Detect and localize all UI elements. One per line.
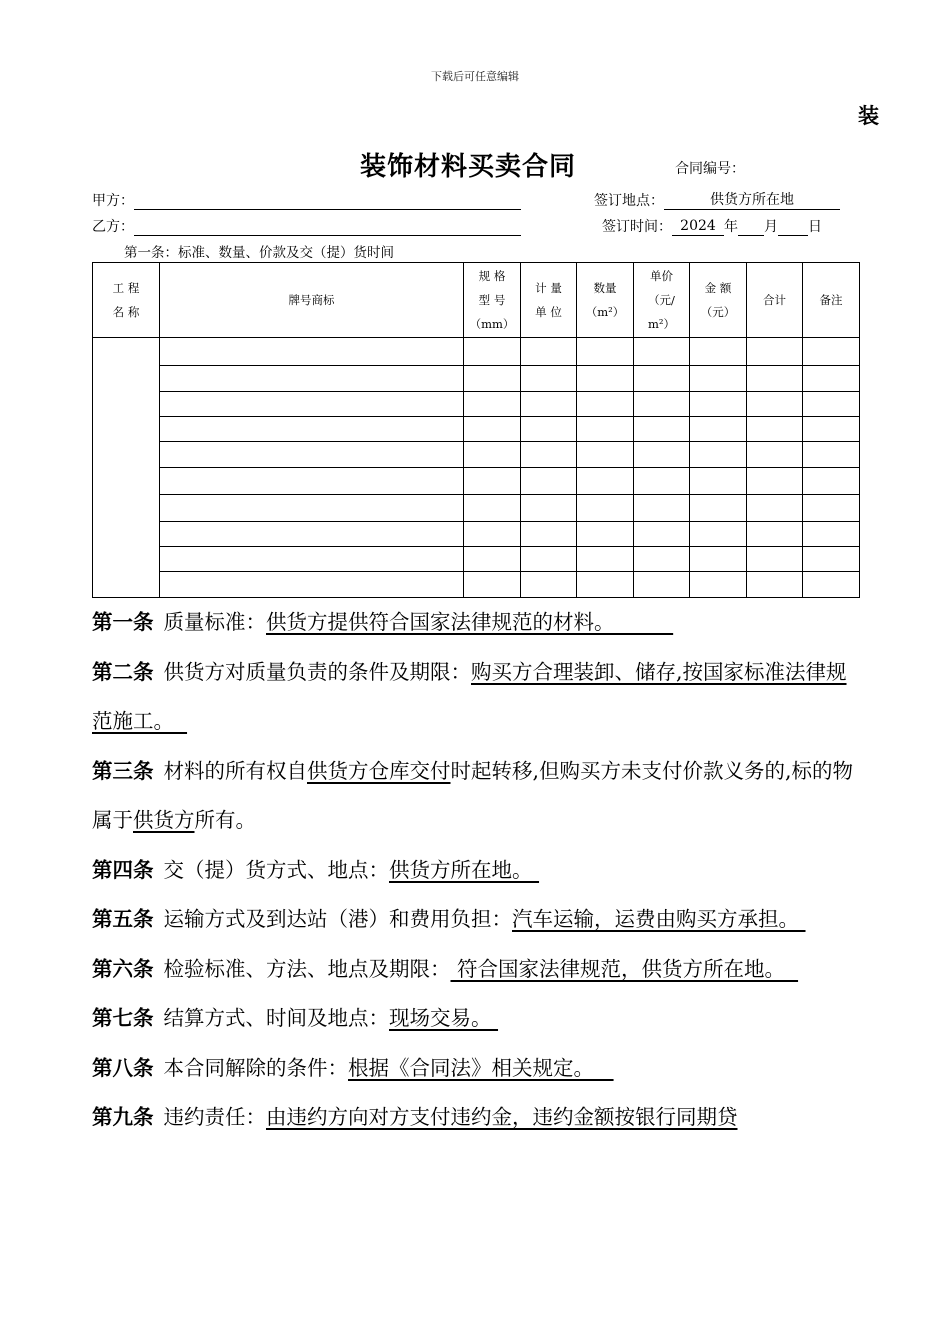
table-cell[interactable] [464,572,521,598]
table-cell[interactable] [690,392,747,417]
table-cell[interactable] [577,338,634,366]
sign-place-value[interactable]: 供货方所在地 [664,192,840,210]
table-cell[interactable] [690,442,747,468]
table-cell[interactable] [577,547,634,572]
table-cell[interactable] [160,468,464,495]
table-cell[interactable] [160,417,464,442]
table-cell[interactable] [634,547,690,572]
table-cell[interactable] [160,338,464,366]
table-cell[interactable] [747,468,803,495]
sign-place-label: 签订地点： [594,193,664,209]
table-cell[interactable] [160,522,464,547]
table-cell[interactable] [160,366,464,392]
clause-title: 第九条 [92,1105,154,1129]
clause-text: 材料的所有权自 [163,758,307,783]
clause-filled-value: 汽车运输，运费由购买方承担。 [512,907,806,931]
table-cell[interactable] [464,522,521,547]
table-header-cell: 数量 （m²） [577,263,634,338]
table-cell[interactable] [690,547,747,572]
clause-title: 第五条 [92,907,154,931]
table-cell[interactable] [464,468,521,495]
clause-text: 供货方对质量负责的条件及期限： [163,659,471,684]
table-cell[interactable] [803,572,860,598]
table-caption: 第一条：标准、数量、价款及交（提）货时间 [124,245,394,261]
table-cell[interactable] [464,442,521,468]
clause-item [92,945,862,995]
table-cell[interactable] [464,495,521,522]
table-cell[interactable] [521,417,577,442]
clause-title: 第八条 [92,1055,154,1080]
clause-text: 交（提）货方式、地点： [163,857,389,882]
table-cell[interactable] [634,495,690,522]
party-a-row [92,190,521,210]
clause-item [92,1093,862,1143]
table-cell[interactable] [803,338,860,366]
table-cell[interactable] [803,547,860,572]
table-cell[interactable] [803,392,860,417]
table-cell[interactable] [521,468,577,495]
table-cell[interactable] [577,392,634,417]
table-cell[interactable] [521,495,577,522]
sign-year[interactable]: 2024 [672,218,724,236]
table-cell[interactable] [634,468,690,495]
table-cell[interactable] [634,572,690,598]
clause-item [92,747,862,846]
clause-text: 运输方式及到达站（港）和费用负担： [163,907,512,931]
table-cell[interactable] [747,417,803,442]
table-header-cell: 金 额 （元） [690,263,747,338]
table-cell[interactable] [464,547,521,572]
table-cell[interactable] [634,366,690,392]
clause-list [92,598,862,1143]
table-cell[interactable] [747,495,803,522]
clause-text: 所有。 [194,808,256,832]
clause-text: 本合同解除的条件： [163,1055,348,1080]
table-cell[interactable] [521,547,577,572]
table-cell[interactable] [577,495,634,522]
table-cell[interactable] [464,417,521,442]
materials-table [92,262,860,598]
day-char: 日 [808,219,822,235]
table-header-cell: 合计 [747,263,803,338]
clause-filled-value: 符合国家法律规范，供货方所在地。 [450,956,799,981]
party-a-blank[interactable] [134,193,521,210]
table-cell[interactable] [690,572,747,598]
sign-month-blank[interactable] [738,218,764,236]
clause-text: 质量标准： [163,610,266,634]
clause-filled-value: 供货方提供符合国家法律规范的材料。 [266,610,674,634]
table-header-cell: 单价 （元/ m²） [634,263,690,338]
table-cell[interactable] [747,522,803,547]
table-cell[interactable] [634,442,690,468]
table-cell[interactable] [747,392,803,417]
header-note: 下载后可任意编辑 [431,70,519,83]
table-cell[interactable] [690,366,747,392]
table-cell[interactable] [747,442,803,468]
clause-text: 违约责任： [163,1105,266,1129]
clause-title: 第七条 [92,1006,154,1030]
clause-filled-value: 供货方仓库交付 [307,758,451,783]
table-cell[interactable] [803,366,860,392]
table-cell[interactable] [160,547,464,572]
table-cell[interactable] [160,495,464,522]
page-title: 装饰材料买卖合同 [360,152,577,182]
table-row [93,417,860,442]
table-cell[interactable] [634,522,690,547]
clause-text: 检验标准、方法、地点及期限： [163,956,451,981]
clause-item [92,895,862,945]
clause-title: 第六条 [92,956,154,981]
table-cell[interactable] [464,366,521,392]
table-cell[interactable] [577,468,634,495]
clause-item [92,846,862,896]
table-cell[interactable] [577,417,634,442]
table-cell[interactable] [577,572,634,598]
clause-filled-value: 供货方 [133,808,195,832]
clause-item [92,648,862,747]
table-cell[interactable] [634,392,690,417]
table-cell[interactable] [803,417,860,442]
table-cell[interactable] [690,338,747,366]
table-cell[interactable] [690,522,747,547]
table-header-cell: 备注 [803,263,860,338]
year-char: 年 [724,219,738,235]
table-cell[interactable] [577,522,634,547]
clause-text: 结算方式、时间及地点： [163,1006,389,1030]
table-cell[interactable] [803,522,860,547]
table-header-row [93,263,860,338]
table-header-cell: 计 量 单 位 [521,263,577,338]
table-header-cell: 规 格 型 号 （mm） [464,263,521,338]
table-cell[interactable] [690,417,747,442]
table-row [93,468,860,495]
table-cell[interactable] [690,468,747,495]
table-cell[interactable] [521,442,577,468]
table-cell[interactable] [577,442,634,468]
table-cell[interactable] [521,522,577,547]
party-b-row [92,216,521,236]
table-row [93,392,860,417]
contract-no-label: 合同编号： [675,161,745,177]
table-cell[interactable] [747,547,803,572]
clause-filled-value: 现场交易。 [389,1006,499,1030]
table-cell[interactable] [464,392,521,417]
table-cell[interactable] [160,442,464,468]
sign-time-row [602,216,822,236]
table-cell[interactable] [521,572,577,598]
clause-text: 时起转移,但购买方未支付价款义务的,标的物属于 [92,758,854,832]
clause-item [92,1044,862,1094]
table-row [93,522,860,547]
clause-filled-value: 供货方所在地。 [389,857,540,882]
clause-item [92,994,862,1044]
party-b-blank[interactable] [134,219,521,236]
table-cell[interactable] [577,366,634,392]
table-row [93,366,860,392]
party-a-label: 甲方： [92,193,134,209]
table-row [93,572,860,598]
table-cell[interactable] [803,468,860,495]
table-row [93,495,860,522]
clause-filled-value: 由违约方向对方支付违约金，违约金额按银行同期贷 [266,1105,738,1129]
table-cell[interactable] [634,417,690,442]
corner-mark: 装 [858,104,879,128]
clause-title: 第四条 [92,857,154,882]
table-cell[interactable] [747,338,803,366]
table-cell[interactable] [521,392,577,417]
clause-title: 第二条 [92,659,154,684]
table-row [93,547,860,572]
table-cell[interactable] [747,366,803,392]
table-cell[interactable] [690,495,747,522]
table-cell[interactable] [747,572,803,598]
sign-day-blank[interactable] [778,218,808,236]
month-char: 月 [764,219,778,235]
table-cell[interactable] [634,338,690,366]
table-cell[interactable] [521,338,577,366]
table-cell[interactable] [160,572,464,598]
table-header-cell: 工 程 名 称 [93,263,160,338]
table-cell[interactable] [521,366,577,392]
clause-item [92,598,862,648]
table-header-cell: 牌号商标 [160,263,464,338]
clause-title: 第三条 [92,758,154,783]
table-cell[interactable] [160,392,464,417]
clause-filled-value: 购买方合理装卸、储存,按国家标准法律规范施工。 [92,659,847,733]
sign-time-label: 签订时间： [602,219,672,235]
project-name-cell[interactable] [93,338,160,598]
table-row [93,338,860,366]
table-cell[interactable] [803,442,860,468]
clause-filled-value: 根据《合同法》相关规定。 [348,1055,614,1080]
table-row [93,442,860,468]
clause-title: 第一条 [92,610,154,634]
sign-place-row [594,190,840,210]
table-cell[interactable] [803,495,860,522]
table-cell[interactable] [464,338,521,366]
party-b-label: 乙方： [92,219,134,235]
